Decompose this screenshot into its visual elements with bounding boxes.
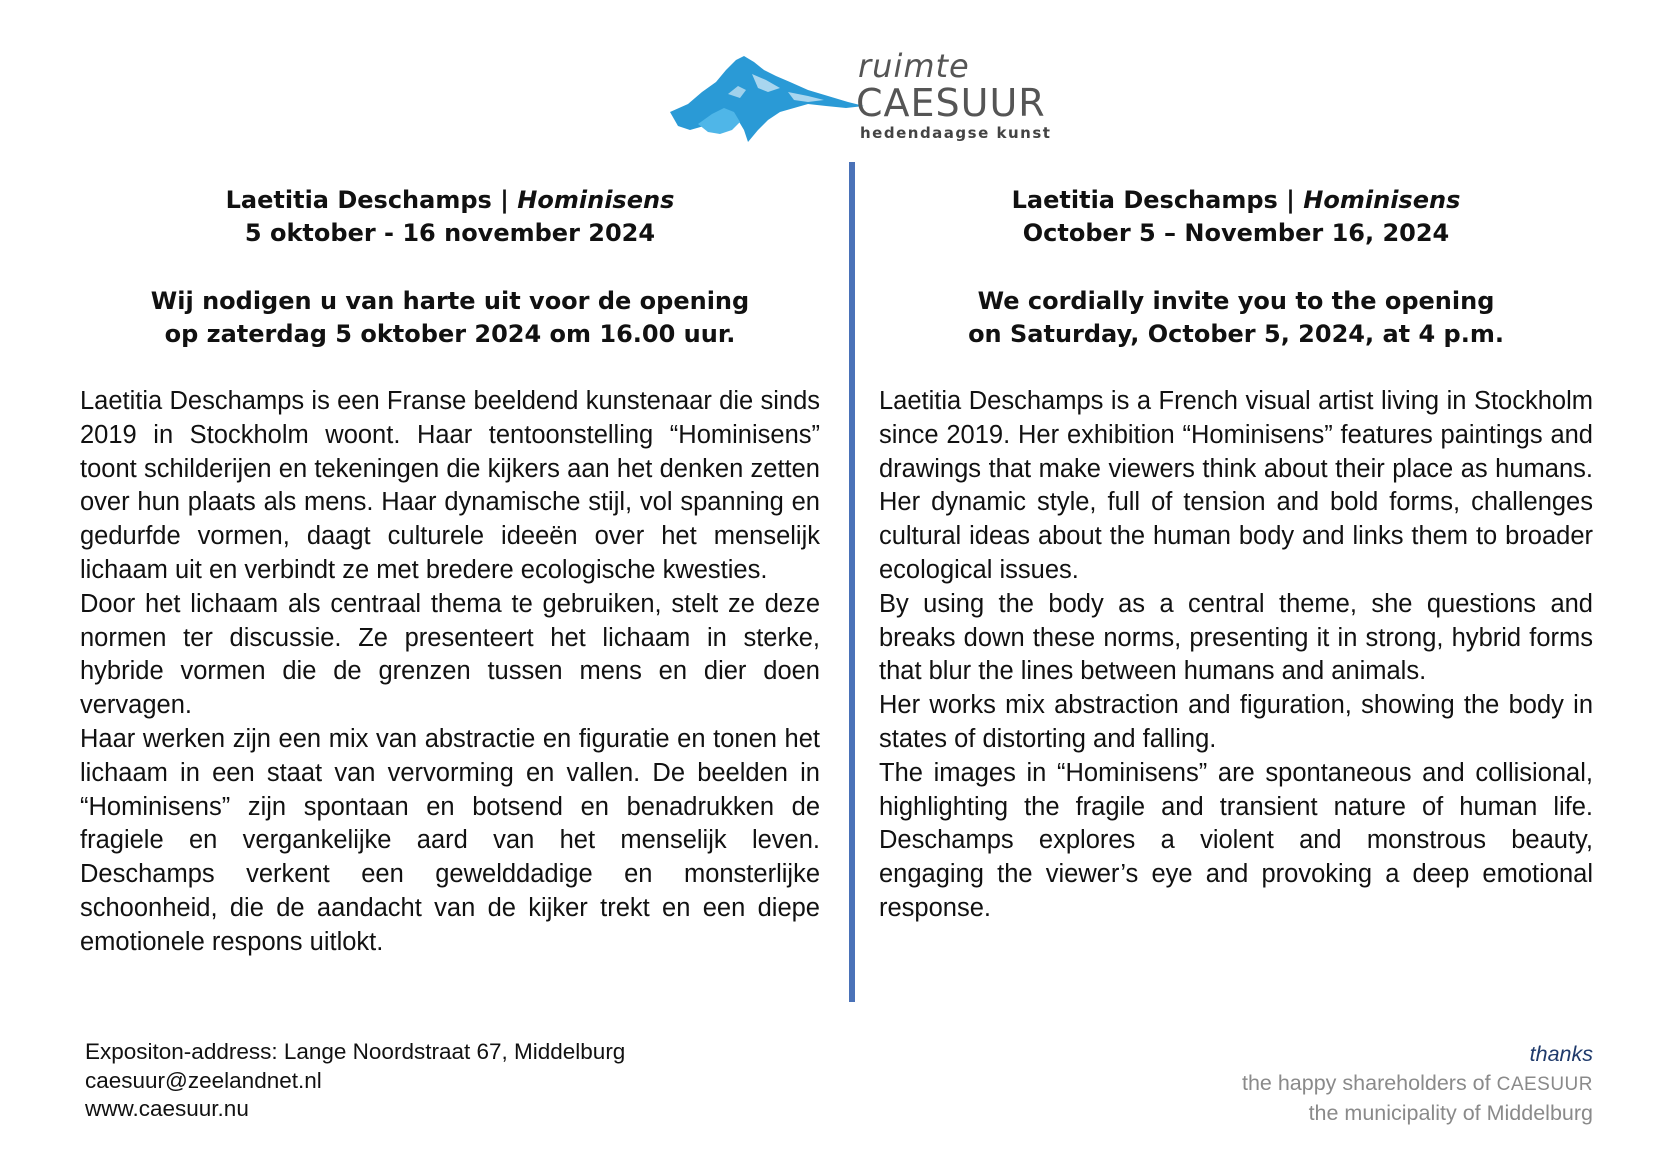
email-address[interactable]: caesuur@zeelandnet.nl: [85, 1067, 322, 1093]
dutch-column: [80, 184, 820, 960]
dutch-separator: |: [500, 186, 509, 214]
english-invite: [879, 285, 1593, 351]
dutch-paragraph: Door het lichaam als centraal thema te gebruiken, stelt ze deze normen ter discussie. Ze presenteert het lichaam in sterke, hybride vormen die de grenzen tussen mens en dier doen vervagen.: [80, 589, 820, 720]
english-paragraph: The images in “Hominisens” are spontaneous and collisional, highlighting the fragile and transient nature of human life. Deschamps explores a violent and monstrous beauty, engaging the viewer’s eye and provoking a deep emotional response.: [879, 758, 1593, 922]
dutch-exhibition-title: Hominisens: [517, 186, 675, 214]
english-invite-line1: We cordially invite you to the opening: [977, 287, 1495, 315]
dutch-paragraph: Laetitia Deschamps is een Franse beeldend kunstenaar die sinds 2019 in Stockholm woont. Haar tentoonstelling “Hominisens” toont schilderijen en tekeningen die kijkers aan het denken zetten over hun plaats als mens. Haar dynamische stijl, vol spanning en gedurfde vormen, daagt culturele ideeën over het menselijk lichaam uit en verbindt ze met bredere ecologische kwesties.: [80, 387, 820, 584]
english-separator: |: [1286, 186, 1295, 214]
english-heading: [879, 184, 1593, 250]
shareholders-prefix: the happy shareholders of: [1241, 1071, 1491, 1095]
dutch-body: [80, 385, 820, 960]
website-link[interactable]: www.caesuur.nu: [85, 1096, 249, 1121]
english-paragraph: Her works mix abstraction and figuration, showing the body in states of distorting and falling.: [879, 691, 1593, 753]
english-paragraph: By using the body as a central theme, she questions and breaks down these norms, presenting it in strong, hybrid forms that blur the lines between humans and animals.: [879, 589, 1593, 686]
dutch-invite-line2: op zaterdag 5 oktober 2024 om 16.00 uur.: [164, 320, 736, 348]
thanks-label: thanks: [1529, 1042, 1593, 1066]
dutch-invite-line1: Wij nodigen u van harte uit voor de opening: [150, 287, 750, 315]
dutch-invite: [80, 285, 820, 351]
english-invite-line2: on Saturday, October 5, 2024, at 4 p.m.: [968, 320, 1504, 348]
english-exhibition-title: Hominisens: [1303, 186, 1461, 214]
english-artist: Laetitia Deschamps: [1011, 186, 1278, 214]
logo-caesuur-text: CAESUUR: [856, 81, 1046, 125]
exposition-address: Expositon-address: Lange Noordstraat 67, Middelburg: [85, 1039, 626, 1064]
shareholders-name: CAESUUR: [1496, 1074, 1593, 1095]
dutch-heading: [80, 184, 820, 250]
column-divider: [849, 162, 855, 1002]
municipality-line: the municipality of Middelburg: [1308, 1101, 1593, 1125]
english-body: [879, 385, 1593, 926]
thanks-block: [1242, 1040, 1593, 1128]
english-paragraph: Laetitia Deschamps is a French visual artist living in Stockholm since 2019. Her exhibition “Hominisens” features paintings and drawings that make viewers think about their place as humans. Her dynamic style, full of tension and bold forms, challenges cultural ideas about the human body and links them to broader ecological issues.: [879, 387, 1593, 584]
dutch-paragraph: Haar werken zijn een mix van abstractie en figuratie en tonen het lichaam in een staat van vervorming en vallen. De beelden in “Hominisens” zijn spontaan en botsend en benadrukken de fragiele en vergankelijke aard van het menselijk leven. Deschamps verkent een gewelddadige en monsterlijke schoonheid, die de aandacht van de kijker trekt en een diepe emotionele respons uitlokt.: [80, 724, 820, 956]
dutch-dates: 5 oktober - 16 november 2024: [244, 219, 656, 247]
dutch-title-line: [80, 184, 820, 217]
logo: [668, 34, 1066, 158]
contact-info: [85, 1038, 625, 1124]
dutch-artist: Laetitia Deschamps: [225, 186, 492, 214]
english-column: [879, 184, 1593, 926]
logo-ruimte-text: ruimte: [858, 47, 970, 85]
english-dates: October 5 – November 16, 2024: [1022, 219, 1450, 247]
mountain-logo-icon: [668, 34, 868, 158]
logo-subtitle: hedendaagse kunst: [860, 124, 1052, 142]
shareholders-line: [1242, 1069, 1593, 1099]
english-title-line: [879, 184, 1593, 217]
